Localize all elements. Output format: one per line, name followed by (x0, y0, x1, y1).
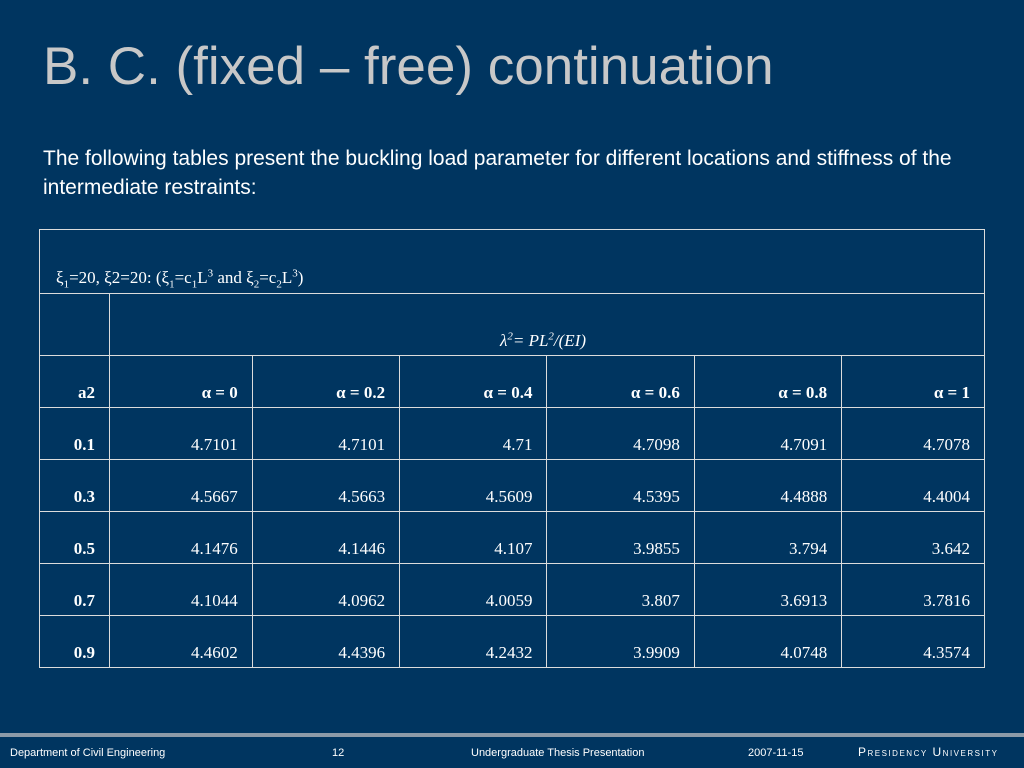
table-cell: 4.5395 (547, 460, 694, 512)
table-cell: 4.5663 (252, 460, 399, 512)
table-cell: 4.2432 (400, 616, 547, 668)
row-label: 0.7 (40, 564, 110, 616)
empty-cell (40, 294, 110, 356)
table-row (40, 564, 985, 616)
table-cell: 4.1446 (252, 512, 399, 564)
column-header: α = 0.4 (400, 356, 547, 408)
table-row (40, 616, 985, 668)
lambda-part2: /(EI) (553, 331, 587, 350)
intro-text: The following tables present the buckling load parameter for different locations and stiffness of the intermediate restraints: (43, 147, 952, 199)
table-row (40, 460, 985, 512)
table-cell: 3.9855 (547, 512, 694, 564)
table-cell: 4.107 (400, 512, 547, 564)
row-label: 0.1 (40, 408, 110, 460)
table-cell: 3.6913 (694, 564, 841, 616)
footer-university: Presidency University (858, 745, 999, 759)
table-cell: 4.5609 (400, 460, 547, 512)
table-cell: 3.7816 (842, 564, 985, 616)
table-cell: 4.4004 (842, 460, 985, 512)
caption-sup1: 3 (207, 267, 214, 280)
caption-sub5: 2 (276, 278, 282, 291)
table-row (40, 512, 985, 564)
column-header: a2 (40, 356, 110, 408)
table-cell: 4.7101 (252, 408, 399, 460)
table-caption (40, 230, 985, 294)
footer-page-number: 12 (332, 747, 345, 759)
table-cell: 4.1476 (110, 512, 253, 564)
lambda-formula (110, 294, 985, 356)
table-cell: 4.0962 (252, 564, 399, 616)
table-cell: 4.4602 (110, 616, 253, 668)
table-cell: 4.7091 (694, 408, 841, 460)
caption-part7: ) (297, 268, 304, 287)
caption-part4: and ξ (213, 268, 254, 287)
slide-title: B. C. (fixed – free) continuation (43, 37, 774, 96)
table-cell: 3.9909 (547, 616, 694, 668)
lambda-symbol: λ (499, 331, 508, 350)
row-label: 0.5 (40, 512, 110, 564)
table-cell: 4.7098 (547, 408, 694, 460)
table-caption-row (40, 230, 985, 294)
buckling-table (39, 229, 985, 668)
caption-part2: =c (174, 268, 192, 287)
caption-sub3: 1 (191, 278, 198, 291)
footer-date: 2007-11-15 (748, 747, 804, 759)
caption-sub2: 1 (169, 278, 175, 291)
caption-sub1: 1 (63, 278, 70, 291)
column-header: α = 0.8 (694, 356, 841, 408)
table-cell: 4.0059 (400, 564, 547, 616)
lambda-part1: = PL (512, 331, 549, 350)
column-header: α = 0.2 (252, 356, 399, 408)
caption-xi1: ξ (56, 268, 64, 287)
lambda-sup2: 2 (548, 330, 554, 343)
column-header-row (40, 356, 985, 408)
table-cell: 3.642 (842, 512, 985, 564)
caption-part3: L (197, 268, 208, 287)
table-row (40, 408, 985, 460)
footer-department: Department of Civil Engineering (10, 747, 166, 759)
table-cell: 3.807 (547, 564, 694, 616)
table-cell: 4.0748 (694, 616, 841, 668)
caption-part5: =c (259, 268, 277, 287)
footer-divider (0, 733, 1024, 737)
table-cell: 4.1044 (110, 564, 253, 616)
lambda-row (40, 294, 985, 356)
column-header: α = 0 (110, 356, 253, 408)
table-cell: 3.794 (694, 512, 841, 564)
table-cell: 4.7078 (842, 408, 985, 460)
table-cell: 4.7101 (110, 408, 253, 460)
column-header: α = 1 (842, 356, 985, 408)
row-label: 0.3 (40, 460, 110, 512)
lambda-sup1: 2 (507, 330, 513, 343)
caption-sup2: 3 (292, 267, 298, 280)
caption-sub4: 2 (253, 278, 260, 291)
table-cell: 4.5667 (110, 460, 253, 512)
caption-part6: L (281, 268, 293, 287)
table-cell: 4.4888 (694, 460, 841, 512)
table-cell: 4.3574 (842, 616, 985, 668)
table-cell: 4.71 (400, 408, 547, 460)
row-label: 0.9 (40, 616, 110, 668)
caption-part1: =20, ξ2=20: (ξ (69, 268, 170, 287)
column-header: α = 0.6 (547, 356, 694, 408)
footer-presentation: Undergraduate Thesis Presentation (471, 747, 645, 759)
table-cell: 4.4396 (252, 616, 399, 668)
